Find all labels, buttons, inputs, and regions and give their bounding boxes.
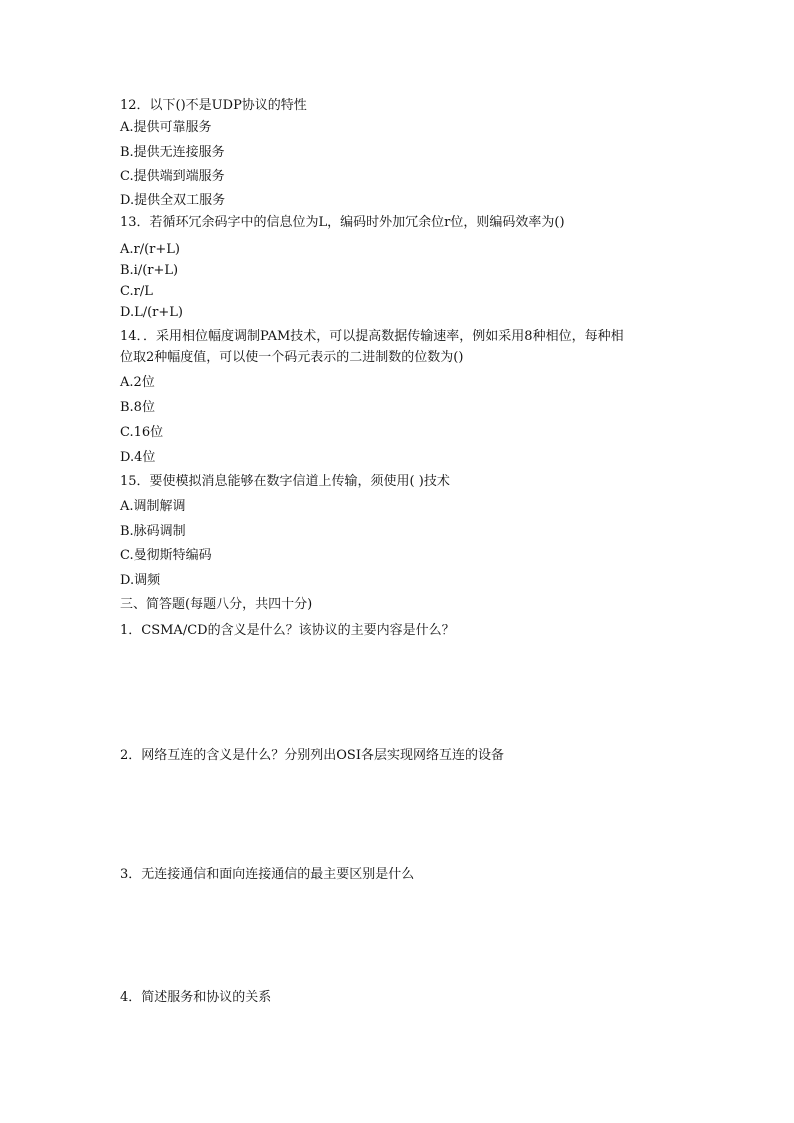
q13-stem: 13．若循环冗余码字中的信息位为L，编码时外加冗余位r位，则编码效率为()	[120, 215, 565, 230]
q15-option-c: C.曼彻斯特编码	[120, 548, 212, 563]
q15-option-d: D.调频	[120, 573, 161, 588]
q14-option-a: A.2位	[120, 375, 155, 390]
short-answer-question-4: 4．简述服务和协议的关系	[120, 990, 272, 1005]
q14-option-b: B.8位	[120, 400, 155, 415]
q13-option-d: D.L/(r+L)	[120, 305, 183, 320]
q14-stem-line1: 14．．采用相位幅度调制PAM技术，可以提高数据传输速率，例如采用8种相位，每种相	[120, 329, 624, 344]
q12-option-c: C.提供端到端服务	[120, 169, 225, 184]
section3-heading: 三、简答题(每题八分，共四十分)	[120, 597, 313, 612]
q13-option-b: B.i/(r+L)	[120, 263, 179, 278]
q12-option-d: D.提供全双工服务	[120, 193, 226, 208]
q12-stem: 12．以下()不是UDP协议的特性	[120, 98, 307, 113]
q15-option-a: A.调制解调	[120, 499, 186, 514]
q14-stem-line2: 位取2种幅度值，可以使一个码元表示的二进制数的位数为()	[120, 350, 464, 365]
q12-option-a: A.提供可靠服务	[120, 120, 212, 135]
q15-stem: 15．要使模拟消息能够在数字信道上传输，须使用( )技术	[120, 474, 450, 489]
q13-option-c: C.r/L	[120, 284, 153, 299]
short-answer-question-3: 3．无连接通信和面向连接通信的最主要区别是什么	[120, 867, 415, 882]
short-answer-question-2: 2．网络互连的含义是什么？分别列出OSI各层实现网络互连的设备	[120, 748, 504, 763]
q14-option-c: C.16位	[120, 425, 164, 440]
short-answer-question-1: 1．CSMA/CD的含义是什么？该协议的主要内容是什么？	[120, 623, 455, 638]
q13-option-a: A.r/(r+L)	[120, 242, 180, 257]
q15-option-b: B.脉码调制	[120, 524, 186, 539]
q14-option-d: D.4位	[120, 450, 156, 465]
q12-option-b: B.提供无连接服务	[120, 145, 225, 160]
